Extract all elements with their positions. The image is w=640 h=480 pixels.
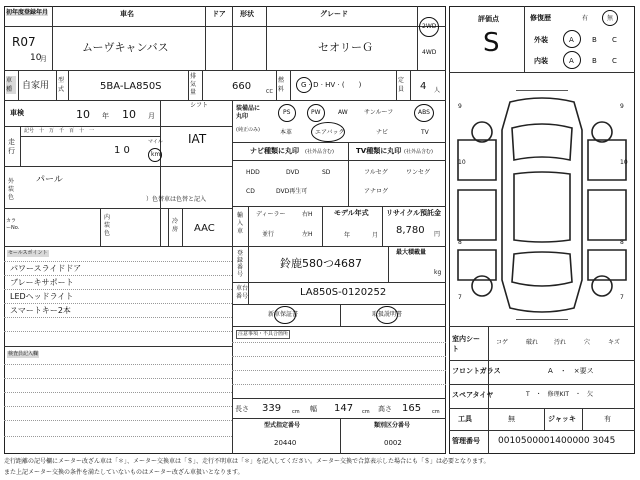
mileage-value: 1 0 xyxy=(114,145,130,156)
spare-tire-value: T ・ 修理KIT ・ 欠 xyxy=(526,391,594,398)
color-note: ）色替車は色替と記入 xyxy=(146,196,207,203)
import-right: 右H xyxy=(302,211,313,218)
reg-year: R07 xyxy=(12,35,36,49)
diagram-num: 8 xyxy=(458,239,462,246)
tv-sub: (社外品含む) xyxy=(404,149,433,155)
disp-unit: CC xyxy=(266,89,273,95)
shift-value: IAT xyxy=(188,132,207,146)
equip-sunroof: サンルーフ xyxy=(364,109,394,116)
inspection-year-unit: 年 xyxy=(102,112,109,120)
fuel-label: 燃料 xyxy=(278,77,285,93)
tv-oneseg: ワンセグ xyxy=(406,169,431,176)
inspection-month-unit: 月 xyxy=(148,112,155,120)
tools-value: 無 xyxy=(508,415,515,423)
type-no-label: 型式指定番号 xyxy=(264,422,301,429)
chassis-label: 車台番号 xyxy=(236,285,249,300)
model-year-label: モデル年式 xyxy=(334,209,369,217)
width-label: 幅 xyxy=(310,405,317,413)
int-a: A xyxy=(569,57,574,65)
manual-label: 取扱説明書 xyxy=(372,311,403,318)
import-parallel: 並行 xyxy=(262,231,275,238)
repair-label: 修復歴 xyxy=(530,14,551,22)
height-value: 165 xyxy=(402,403,422,414)
import-dealer: ディーラー xyxy=(256,211,286,218)
sales-point-item: LEDヘッドライト xyxy=(10,292,74,301)
color-label: 外装色 xyxy=(8,178,15,201)
length-label: 長さ xyxy=(235,405,249,413)
equip-pw: PW xyxy=(311,109,321,116)
int-c: C xyxy=(612,57,617,65)
car-name-label: 車名 xyxy=(120,10,134,18)
grade-label: グレード xyxy=(320,10,348,18)
jack-label: ジャッキ xyxy=(548,415,576,423)
inspection-month: 10 xyxy=(122,108,136,121)
equip-leather: 本革 xyxy=(280,129,293,136)
type-no-value: 20440 xyxy=(274,439,297,447)
navi-sub: (社外品含む) xyxy=(305,149,334,155)
weight-label: 最大積載量 xyxy=(396,249,427,256)
repair-no: 無 xyxy=(607,15,614,22)
chassis-value: LA850S-0120252 xyxy=(300,287,387,298)
model-year-unit: 年 xyxy=(344,232,351,239)
shape-label: 形状 xyxy=(240,10,254,18)
form-left xyxy=(4,6,446,454)
tv-fullseg: フルセグ xyxy=(364,169,388,176)
length-unit: cm xyxy=(292,409,300,415)
spare-tire-label: スペアタイヤ xyxy=(452,391,494,399)
reg-month: 10 xyxy=(30,53,42,63)
equipment-sub: (純正のみ) xyxy=(236,127,260,133)
front-glass-label: フロントガラス xyxy=(452,367,501,375)
reg-date-label: 初年度登録年月 xyxy=(6,9,49,16)
room-seat-label: 室内シート xyxy=(452,335,480,353)
class-no-value: 0002 xyxy=(384,439,402,447)
ext-b: B xyxy=(592,36,597,44)
footer-note-1: 走行距離の記号欄にメーター改ざん車は「＊」、メーター交換車は「＄」、走行不明車は「＊」を記入してください。メーター交換で合算表示した場合にも「＄」は必要となります。 xyxy=(4,458,490,465)
equipment-title: 装備品に丸印 xyxy=(236,105,261,120)
room-item: コゲ xyxy=(496,339,509,346)
tv-title: TV種類に丸印 xyxy=(356,147,402,155)
diagram-num: 9 xyxy=(458,103,462,110)
model-value: 5BA-LA850S xyxy=(100,81,162,92)
car-diagram xyxy=(452,90,632,320)
width-value: 147 xyxy=(334,403,354,414)
ext-grade-label: 外装 xyxy=(534,36,548,44)
mileage-digits-label: 記号 十 万 千 百 十 一 xyxy=(24,128,95,134)
sales-point-item: パワースライドドア xyxy=(10,264,82,273)
mileage-unit-km: km xyxy=(151,151,161,158)
capacity-value: 4 xyxy=(420,81,427,92)
model-label: 型式 xyxy=(58,77,65,93)
grade-value: セオリーＧ xyxy=(318,41,373,54)
navi-dvd: DVD xyxy=(286,169,300,176)
drive-4wd: 4WD xyxy=(422,49,437,56)
ac-value: AAC xyxy=(194,223,215,234)
notes-label: 注意事項・不具合箇所 xyxy=(238,331,289,337)
equip-abs: ABS xyxy=(418,109,430,116)
equip-airbag: エアバック xyxy=(315,129,345,136)
height-label: 高さ xyxy=(378,405,392,413)
interior-color-label: 内装色 xyxy=(104,214,111,237)
disp-value: 660 xyxy=(232,81,252,92)
ac-label: 冷房 xyxy=(172,218,179,233)
jack-value: 有 xyxy=(604,415,611,423)
repair-yes: 有 xyxy=(582,15,589,22)
length-value: 339 xyxy=(262,403,282,414)
inspector-label: 検査員記入欄 xyxy=(8,351,39,357)
recycle-unit: 円 xyxy=(434,231,441,238)
warranty-label: 新車保証書 xyxy=(268,311,299,318)
front-glass-value: A ・ ×要ス xyxy=(548,367,594,375)
inspection-year: 10 xyxy=(76,108,90,121)
reg-month-unit: 月 xyxy=(40,55,47,63)
drive-2wd: 2WD xyxy=(422,23,437,30)
disp-label: 排気量 xyxy=(190,73,197,96)
navi-dvd-play: DVD再生可 xyxy=(276,188,308,195)
navi-sd: SD xyxy=(322,169,331,176)
diagram-num: 9 xyxy=(620,103,624,110)
ext-c: C xyxy=(612,36,617,44)
sales-point-item: スマートキー2本 xyxy=(10,306,71,315)
mileage-unit-mile: マイル xyxy=(148,139,163,145)
weight-unit: kg xyxy=(434,269,442,276)
fuel-options: G · D · HV · ( ) xyxy=(301,81,362,89)
tools-label: 工具 xyxy=(458,415,472,423)
equip-navi: ナビ xyxy=(376,129,389,136)
mgmt-value: 0010500001400000 3045 xyxy=(498,436,616,446)
model-month-unit: 月 xyxy=(372,232,379,239)
int-grade-label: 内装 xyxy=(534,57,548,65)
import-label: 輸入車 xyxy=(237,212,244,235)
score-label: 評価点 xyxy=(478,15,499,23)
door-label: ドア xyxy=(212,10,226,18)
diagram-num: 7 xyxy=(620,294,624,301)
height-unit: cm xyxy=(432,409,440,415)
capacity-unit: 人 xyxy=(434,87,441,94)
room-item: 穴 xyxy=(584,339,591,346)
sales-point-item: ブレーキサポート xyxy=(10,278,74,287)
navi-title: ナビ種類に丸印 xyxy=(250,147,299,155)
equip-tv: TV xyxy=(421,129,429,136)
color-value: パール xyxy=(36,175,63,185)
capacity-label: 定員 xyxy=(398,77,405,93)
ext-a: A xyxy=(569,36,574,44)
plate-label: 登録番号 xyxy=(237,250,244,278)
mileage-label: 走行 xyxy=(8,138,15,155)
inspection-label: 車検 xyxy=(10,109,24,117)
equip-ps: PS xyxy=(283,109,291,116)
mgmt-label: 管理番号 xyxy=(452,437,480,445)
sales-point-label: セールスポイント xyxy=(8,250,48,256)
use-label: 車種 xyxy=(6,76,16,94)
room-item: 破れ xyxy=(526,339,539,346)
use-value: 自家用 xyxy=(22,81,50,91)
car-name: ムーヴキャンバス xyxy=(82,41,169,54)
equip-aw: AW xyxy=(338,109,348,116)
diagram-num: 7 xyxy=(458,294,462,301)
diagram-num: 10 xyxy=(620,159,628,166)
diagram-num: 10 xyxy=(458,159,466,166)
int-b: B xyxy=(592,57,597,65)
class-no-label: 類別区分番号 xyxy=(374,422,411,429)
score-value: S xyxy=(483,28,500,58)
recycle-label: リサイクル預託金 xyxy=(386,209,442,217)
tv-analog: アナログ xyxy=(364,188,389,195)
import-left: 左H xyxy=(302,231,313,238)
navi-hdd: HDD xyxy=(246,169,260,176)
footer-note-2: また上記メーター交換の条件を満たしていないものはメーター改ざん車扱いとなります。 xyxy=(4,469,244,476)
room-item: 汚れ xyxy=(554,339,567,346)
plate-value: 鈴鹿580つ4687 xyxy=(280,257,362,270)
recycle-value: 8,780 xyxy=(396,225,425,236)
color-no-label: カラーNo. xyxy=(6,218,20,231)
shift-label: シフト xyxy=(190,102,209,109)
diagram-num: 8 xyxy=(620,239,624,246)
navi-cd: CD xyxy=(246,188,255,195)
width-unit: cm xyxy=(362,409,370,415)
room-item: キズ xyxy=(608,339,620,346)
